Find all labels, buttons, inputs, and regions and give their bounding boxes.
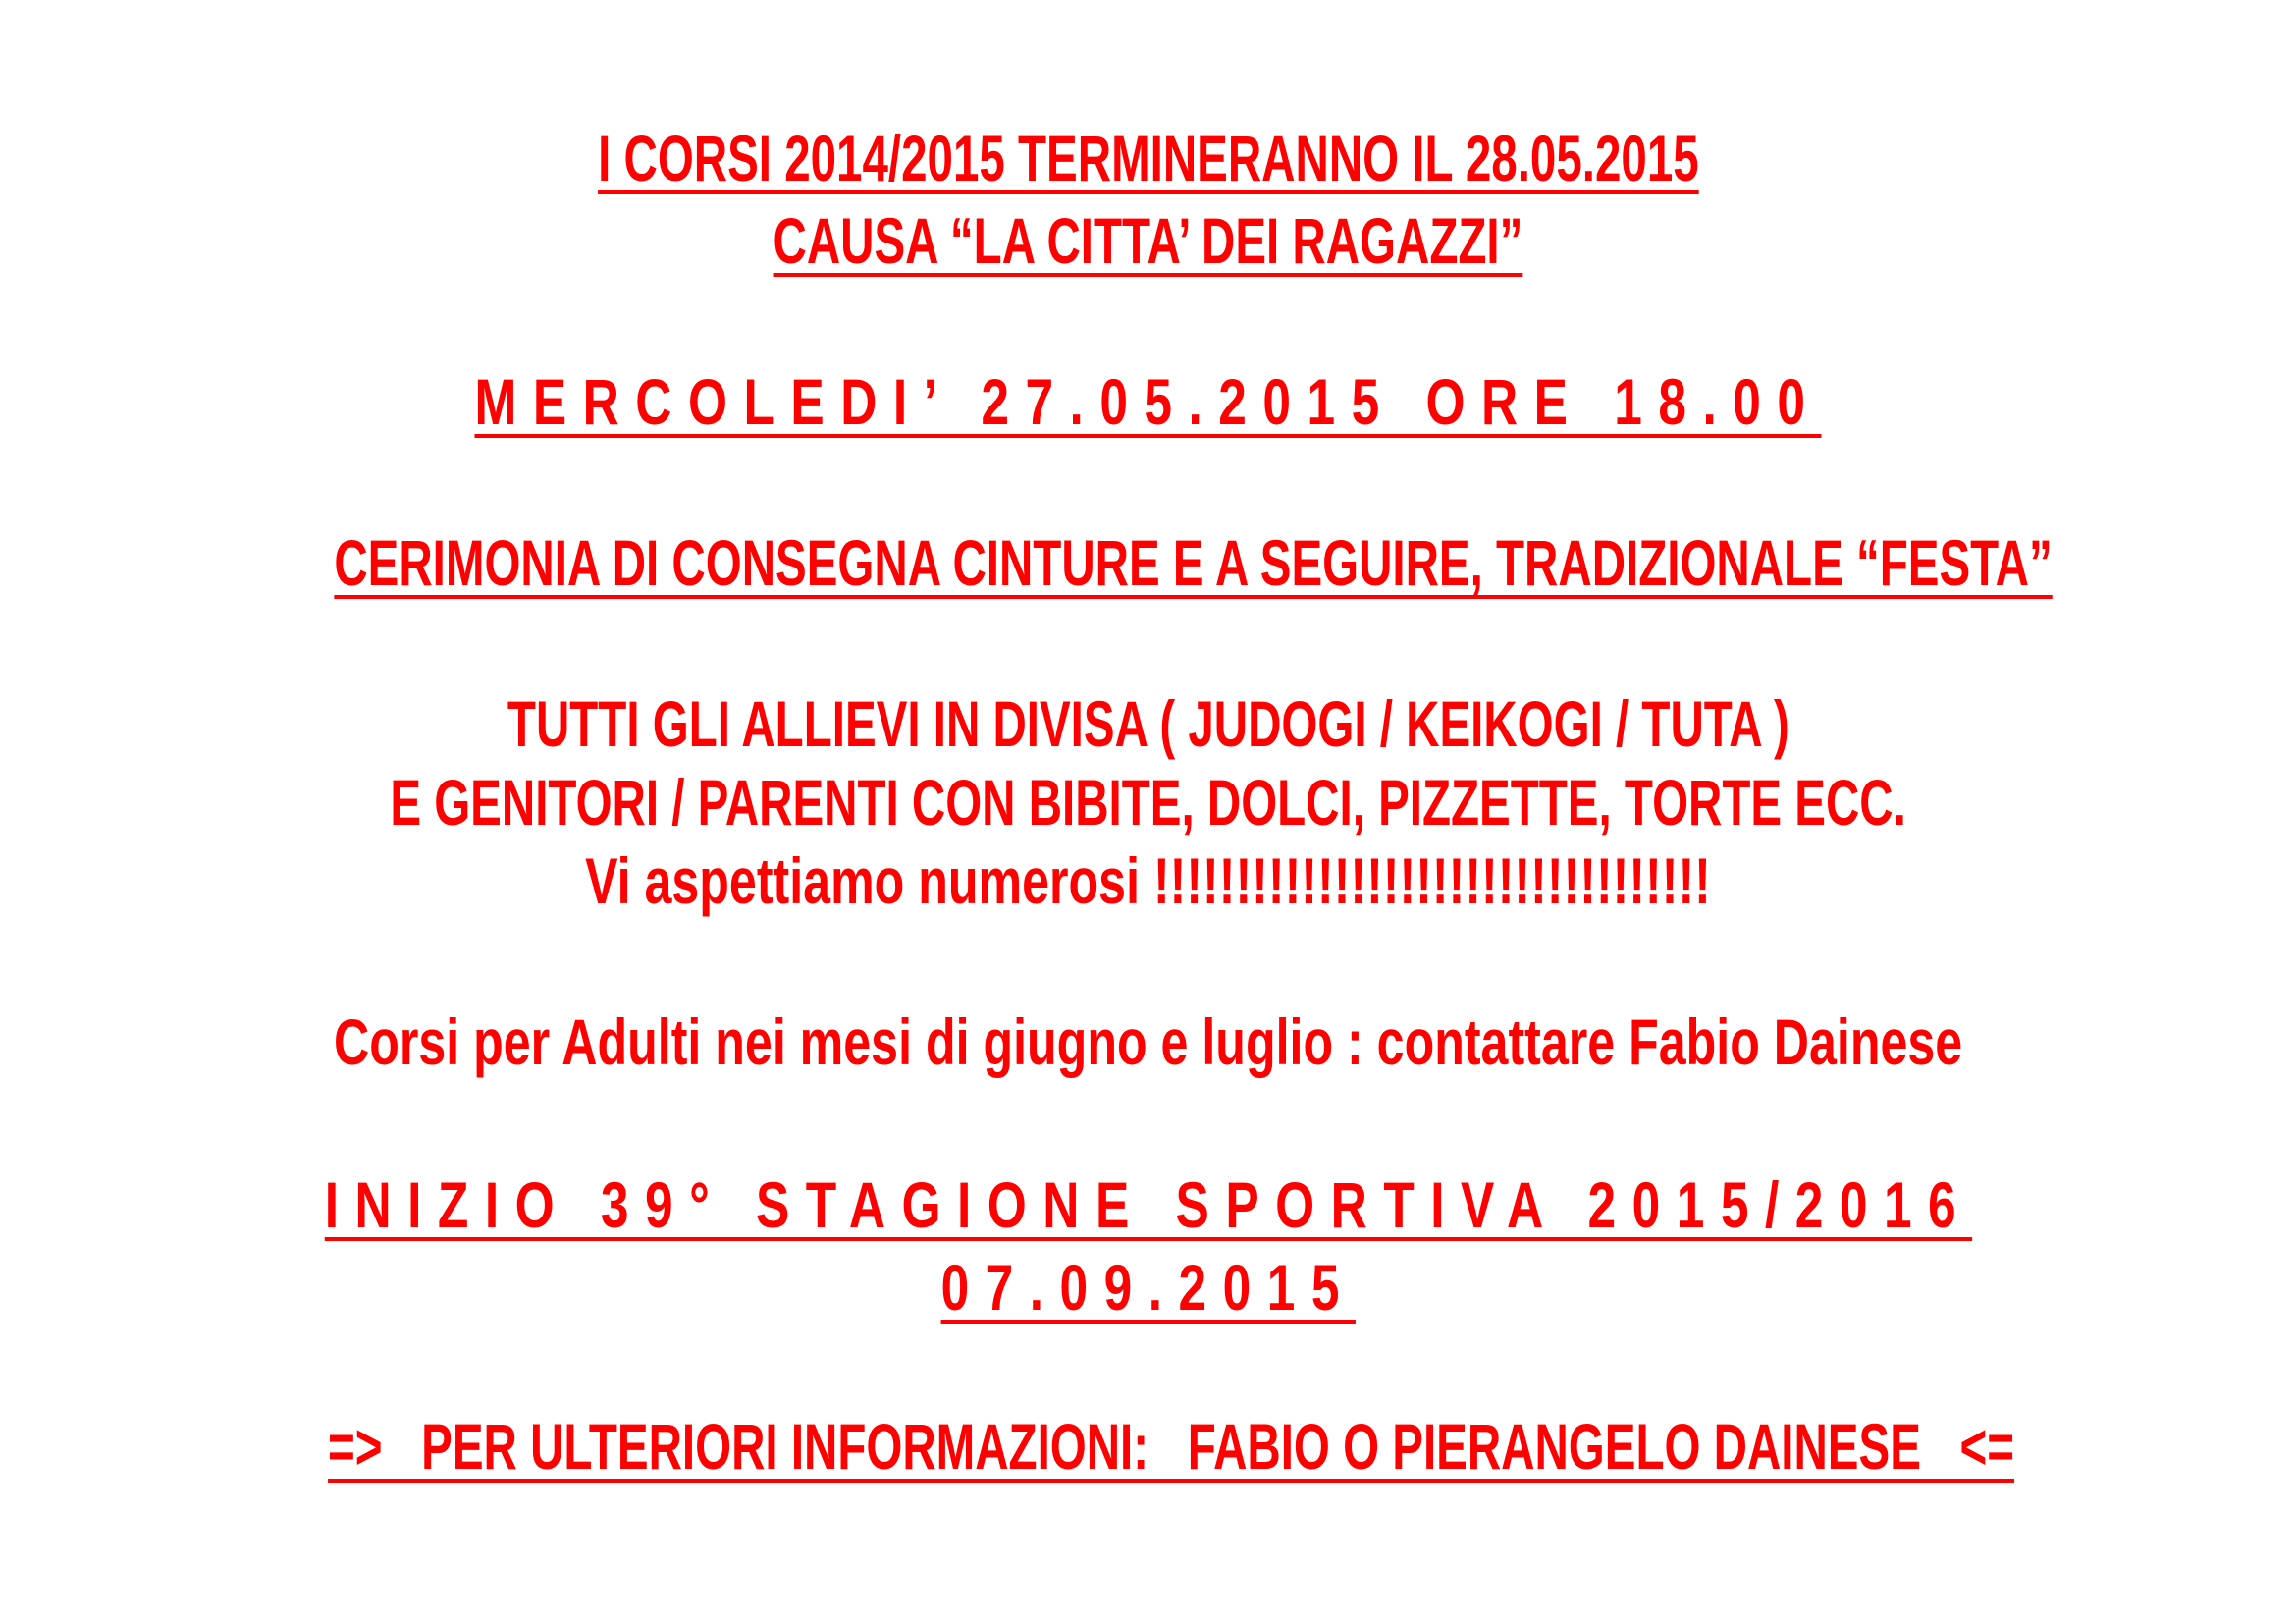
contact-info-line — [0, 1410, 2296, 1483]
invitation-line — [0, 844, 2296, 917]
adult-courses-text: Corsi per Adulti nei mesi di giugno e luglio : contattare Fabio Dainese — [333, 1005, 1963, 1078]
event-date-text: MERCOLEDI’ 27.05.2015 ORE 18.00 — [474, 365, 1822, 438]
ceremony-heading — [0, 526, 2296, 599]
event-date-heading — [0, 365, 2296, 438]
reason-heading — [0, 204, 2296, 277]
adult-courses-line — [0, 1005, 2296, 1078]
courses-end-heading — [0, 122, 2296, 194]
parents-line — [0, 766, 2296, 839]
uniform-text: TUTTI GLI ALLIEVI IN DIVISA ( JUDOGI / KEIKOGI / TUTA ) — [507, 687, 1789, 760]
season-start-text: INIZIO 39° STAGIONE SPORTIVA 2015/2016 — [324, 1168, 1972, 1241]
season-start-date — [0, 1251, 2296, 1324]
courses-end-text: I CORSI 2014/2015 TERMINERANNO IL 28.05.2015 — [597, 122, 1699, 194]
ceremony-text: CERIMONIA DI CONSEGNA CINTURE E A SEGUIRE, TRADIZIONALE “FESTA” — [334, 526, 2053, 599]
uniform-line — [0, 687, 2296, 760]
invitation-text: Vi aspettiamo numerosi !!!!!!!!!!!!!!!!!!!!!!!!!!!!!!!!!! — [585, 844, 1711, 917]
contact-info-text: => PER ULTERIORI INFORMAZIONI: FABIO O PIERANGELO DAINESE <= — [328, 1410, 2015, 1483]
parents-text: E GENITORI / PARENTI CON BIBITE, DOLCI, PIZZETTE, TORTE ECC. — [390, 766, 1906, 839]
reason-text: CAUSA “LA CITTA’ DEI RAGAZZI” — [773, 204, 1523, 277]
season-start-heading — [0, 1168, 2296, 1241]
season-start-date-text: 07.09.2015 — [940, 1251, 1356, 1324]
